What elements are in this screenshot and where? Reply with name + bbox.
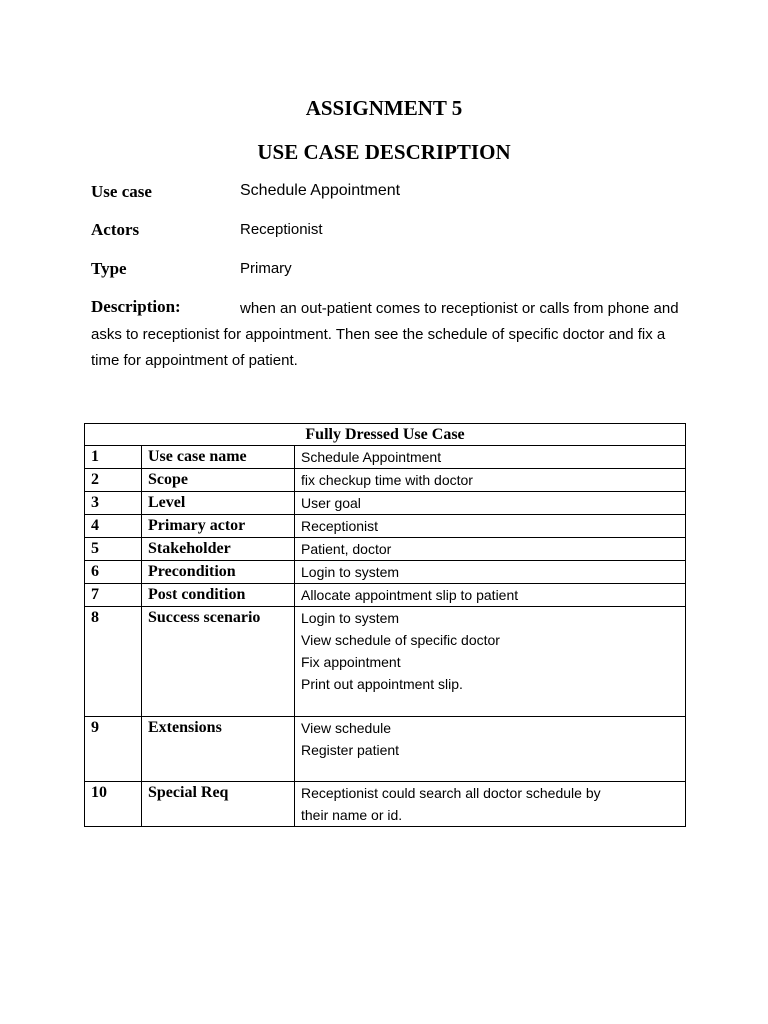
assignment-title: ASSIGNMENT 5	[305, 96, 463, 120]
row-number: 7	[85, 584, 142, 607]
type-value: Primary	[240, 260, 292, 277]
row-name: Success scenario	[142, 607, 295, 717]
table-row	[85, 561, 686, 584]
row-value	[295, 469, 686, 492]
row-value	[295, 584, 686, 607]
type-label: Type	[91, 259, 127, 278]
description-text: when an out-patient comes to receptionist or calls from phone and asks to receptionist for appointment. Then see the schedule of specific doctor and fix a time for appointment of patient.	[91, 300, 679, 369]
row-value-line: View schedule of specific doctor	[301, 632, 500, 648]
table-row	[85, 717, 686, 782]
actors-value: Receptionist	[240, 221, 323, 238]
table-row	[85, 492, 686, 515]
table-row	[85, 446, 686, 469]
row-value	[295, 717, 686, 782]
table-row	[85, 469, 686, 492]
row-value-line: Login to system	[301, 610, 400, 626]
table-caption: Fully Dressed Use Case	[85, 424, 686, 446]
row-value-line: Allocate appointment slip to patient	[301, 587, 519, 603]
row-name: Special Req	[142, 782, 295, 827]
row-value-line: Register patient	[301, 742, 400, 758]
row-name: Primary actor	[142, 515, 295, 538]
table-row	[85, 538, 686, 561]
row-value	[295, 607, 686, 717]
table-row	[85, 782, 686, 827]
table-row	[85, 584, 686, 607]
row-value-line: Receptionist	[301, 518, 379, 534]
row-value-line: Receptionist could search all doctor schedule by	[301, 785, 601, 801]
row-value	[295, 492, 686, 515]
row-value	[295, 446, 686, 469]
row-value-line: View schedule	[301, 720, 392, 736]
actors-label: Actors	[91, 220, 140, 239]
row-value	[295, 782, 686, 827]
row-number: 5	[85, 538, 142, 561]
fully-dressed-use-case-table	[84, 423, 686, 827]
row-name: Use case name	[142, 446, 295, 469]
row-name: Scope	[142, 469, 295, 492]
row-value	[295, 561, 686, 584]
table-row	[85, 515, 686, 538]
row-name: Precondition	[142, 561, 295, 584]
row-name: Stakeholder	[142, 538, 295, 561]
row-value	[295, 538, 686, 561]
description-label: Description:	[91, 297, 181, 316]
page-title: USE CASE DESCRIPTION	[257, 140, 511, 164]
row-number: 6	[85, 561, 142, 584]
row-value	[295, 515, 686, 538]
use-case-value: Schedule Appointment	[240, 182, 401, 199]
row-number: 4	[85, 515, 142, 538]
row-number: 3	[85, 492, 142, 515]
row-value-line: User goal	[301, 495, 361, 511]
row-value-line: Schedule Appointment	[301, 449, 442, 465]
row-number: 1	[85, 446, 142, 469]
use-case-label: Use case	[91, 182, 152, 201]
row-number: 2	[85, 469, 142, 492]
row-value-line: Fix appointment	[301, 654, 401, 670]
row-value-line: Print out appointment slip.	[301, 676, 463, 692]
row-value-line: fix checkup time with doctor	[301, 472, 473, 488]
row-value-line: Patient, doctor	[301, 541, 392, 557]
row-value-line: their name or id.	[301, 807, 403, 823]
row-number: 8	[85, 607, 142, 717]
row-number: 10	[85, 782, 142, 827]
row-number: 9	[85, 717, 142, 782]
row-value-line: Login to system	[301, 564, 400, 580]
row-name: Post condition	[142, 584, 295, 607]
row-name: Extensions	[142, 717, 295, 782]
table-row	[85, 607, 686, 717]
row-name: Level	[142, 492, 295, 515]
